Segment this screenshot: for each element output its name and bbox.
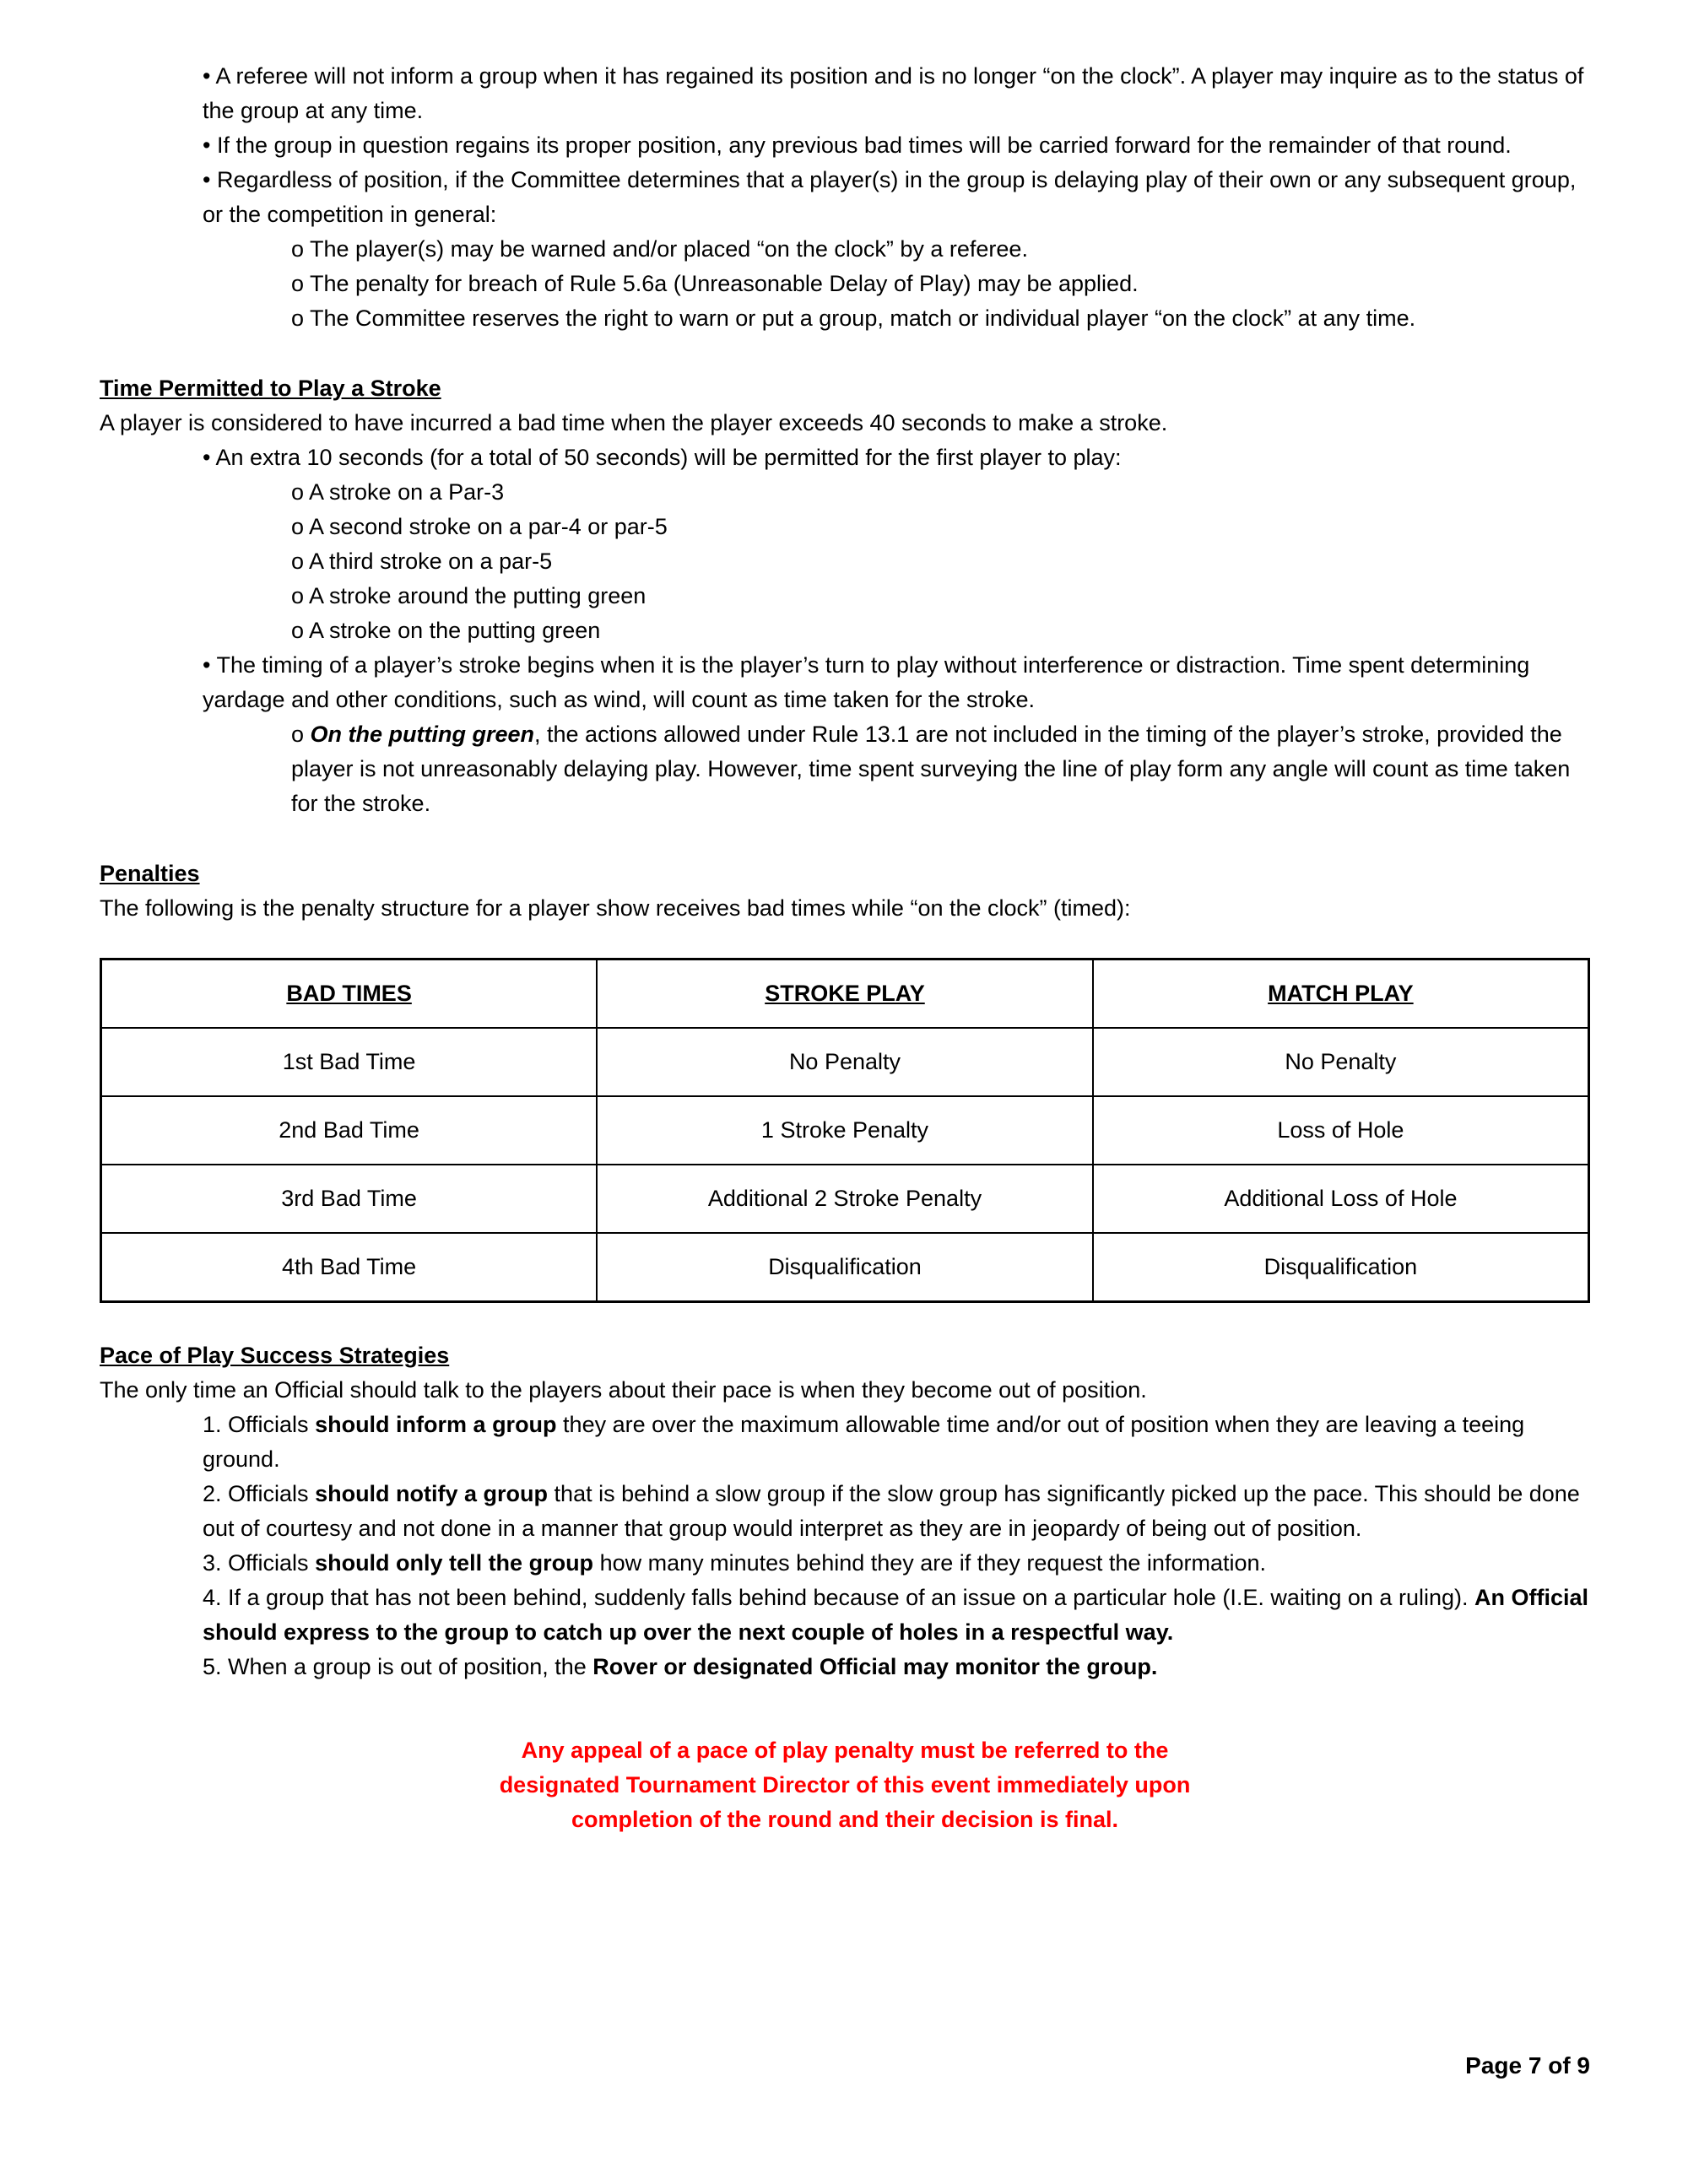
bullet-item: • If the group in question regains its proper position, any previous bad times will be carried forward for the remainder of that round. [203,132,1512,158]
sub-bullet-item: o A stroke around the putting green [291,583,647,608]
table-row [101,1233,1589,1302]
table-header-match-play [1093,960,1589,1029]
numbered-item: 2. Officials should notify a group that is behind a slow group if the slow group has significantly picked up the pace. This should be done out of courtesy and not done in a manner that group would interpret as they are in jeopardy of being out of position. [203,1481,1580,1541]
numbered-item: 1. Officials should inform a group they are over the maximum allowable time and/or out of position when they are leaving a teeing ground. [203,1412,1525,1472]
table-cell: No Penalty [1093,1028,1589,1096]
sub-bullet-item: o The player(s) may be warned and/or placed “on the clock” by a referee. [291,236,1028,262]
table-cell: Disqualification [1093,1233,1589,1302]
table-header-label: MATCH PLAY [1268,981,1414,1006]
sub-bullet-item: o A second stroke on a par-4 or par-5 [291,514,668,539]
table-row [101,1096,1589,1165]
numbered-item: 4. If a group that has not been behind, suddenly falls behind because of an issue on a particular hole (I.E. waiting on a ruling). An Official should express to the group to catch up over the next couple of holes in a respectful way. [203,1585,1588,1645]
numbered-item: 3. Officials should only tell the group how many minutes behind they are if they request the information. [203,1550,1266,1576]
table-header-bad-times [101,960,598,1029]
notice-line: designated Tournament Director of this event immediately upon [499,1772,1191,1797]
sub-bullet-item: o A stroke on the putting green [291,618,601,643]
table-header-stroke-play [597,960,1093,1029]
bullet-item: • The timing of a player’s stroke begins when it is the player’s turn to play without interference or distraction. Time spent determining yardage and other conditions, such as wind, will count as time taken for the stroke. [203,652,1530,712]
section-intro-text: A player is considered to have incurred a bad time when the player exceeds 40 seconds to make a stroke. [100,410,1168,435]
appeal-notice [100,1733,1590,1837]
section-heading-penalties: Penalties [100,861,200,886]
table-cell: No Penalty [597,1028,1093,1096]
strategies-section [100,1338,1590,1684]
table-cell: 3rd Bad Time [101,1165,598,1233]
sub-bullet-item-putting-green: o On the putting green, the actions allowed under Rule 13.1 are not included in the timing of the player’s stroke, provided the player is not unreasonably delaying play. However, time spent surveying the line of play form any angle will count as time taken for the stroke. [291,722,1571,816]
penalty-table-body [101,1028,1589,1302]
sub-bullet-item: o A stroke on a Par-3 [291,479,505,505]
penalty-table [100,958,1590,1303]
page-footer: Page 7 of 9 [1465,2052,1590,2079]
table-cell: Additional Loss of Hole [1093,1165,1589,1233]
table-cell: Disqualification [597,1233,1093,1302]
table-header-row [101,960,1589,1029]
numbered-item: 5. When a group is out of position, the Rover or designated Official may monitor the group. [203,1654,1158,1679]
table-header-label: STROKE PLAY [765,981,925,1006]
table-cell: 1 Stroke Penalty [597,1096,1093,1165]
table-row [101,1165,1589,1233]
sub-bullet-item: o A third stroke on a par-5 [291,549,553,574]
table-header-label: BAD TIMES [286,981,412,1006]
sub-bullet-item: o The penalty for breach of Rule 5.6a (Unreasonable Delay of Play) may be applied. [291,271,1139,296]
section-intro-text: The following is the penalty structure for a player show receives bad times while “on the clock” (timed): [100,895,1131,921]
penalty-table-head [101,960,1589,1029]
section-heading-time-permitted: Time Permitted to Play a Stroke [100,376,441,401]
notice-line: Any appeal of a pace of play penalty must be referred to the [521,1738,1169,1763]
sub-bullet-item: o The Committee reserves the right to warn or put a group, match or individual player “on the clock” at any time. [291,305,1416,331]
bullet-item: • An extra 10 seconds (for a total of 50 seconds) will be permitted for the first player to play: [203,445,1122,470]
table-cell: 4th Bad Time [101,1233,598,1302]
section-heading-strategies: Pace of Play Success Strategies [100,1343,450,1368]
table-cell: 2nd Bad Time [101,1096,598,1165]
bullet-item: • A referee will not inform a group when it has regained its position and is no longer “on the clock”. A player may inquire as to the status of the group at any time. [203,63,1584,123]
section-intro-text: The only time an Official should talk to the players about their pace is when they become out of position. [100,1377,1147,1403]
time-permitted-section [100,371,1590,821]
penalties-section [100,857,1590,1303]
table-row [101,1028,1589,1096]
table-cell: Loss of Hole [1093,1096,1589,1165]
table-cell: 1st Bad Time [101,1028,598,1096]
bullet-item: • Regardless of position, if the Committee determines that a player(s) in the group is delaying play of their own or any subsequent group, or the competition in general: [203,167,1577,227]
intro-section [100,59,1590,336]
notice-line: completion of the round and their decision is final. [571,1807,1119,1832]
table-cell: Additional 2 Stroke Penalty [597,1165,1093,1233]
